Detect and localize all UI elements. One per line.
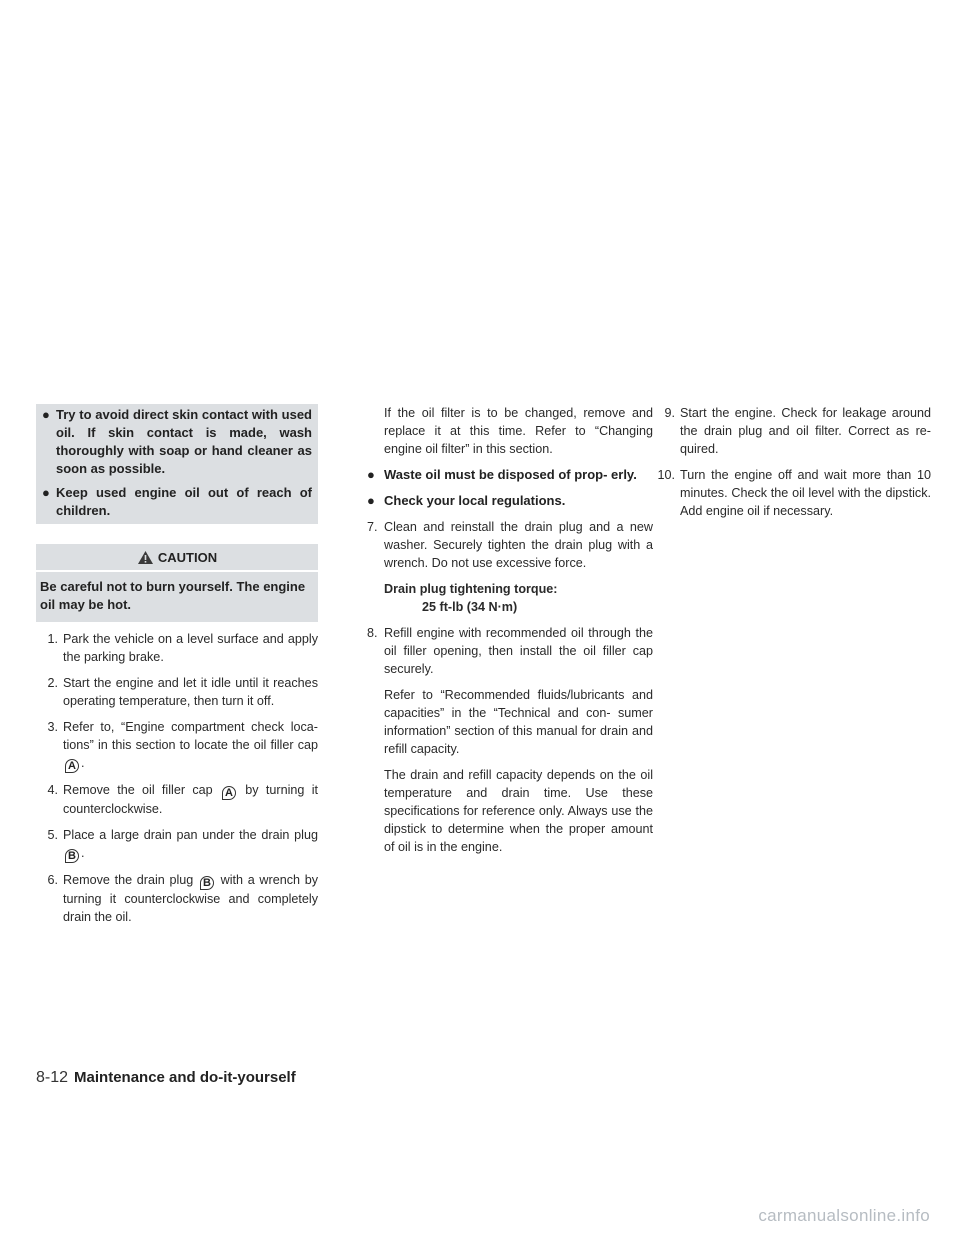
caution-text: Be careful not to burn yourself. The engine oil may be hot. <box>36 572 318 622</box>
callout-a-icon: A <box>222 786 236 800</box>
warning-triangle-icon <box>137 550 154 565</box>
step-item: 2. Start the engine and let it idle until it reaches operating temperature, then turn it off. <box>47 676 318 708</box>
capacity-reference-paragraph: Refer to “Recommended fluids/lubricants and capacities” in the “Technical and con- sumer information” section of this manual for drain and refill capacity. <box>384 688 653 756</box>
step-item: 6. Remove the drain plug B with a wrench by turning it counterclockwise and completely drain the oil. <box>47 873 319 924</box>
caution-header <box>36 544 318 570</box>
step-item: 10. Turn the engine off and wait more than 10 minutes. Check the oil level with the dipstick. Add engine oil if necessary. <box>657 468 931 518</box>
column-right <box>649 404 931 520</box>
step-item: 8. Refill engine with recommended oil through the oil filler opening, then install the oil filler cap securely. <box>367 626 653 676</box>
column-left <box>36 404 318 926</box>
column-middle <box>367 404 653 856</box>
torque-value: 25 ft-lb (34 N·m) <box>422 600 518 614</box>
step-item: 5. Place a large drain pan under the drain plug B . <box>47 828 318 862</box>
section-title: Maintenance and do-it-yourself <box>74 1069 296 1086</box>
caution-label: CAUTION <box>157 549 218 565</box>
page-footer <box>36 1068 296 1087</box>
callout-b-icon: B <box>200 876 214 890</box>
step-item: 1. Park the vehicle on a level surface and apply the parking brake. <box>47 632 318 664</box>
disposal-bullet: ● Waste oil must be disposed of prop- erly. <box>367 467 637 482</box>
torque-label: Drain plug tightening torque: <box>384 582 558 596</box>
capacity-note-paragraph: The drain and refill capacity depends on the oil temperature and drain time. Use these specifications for reference only. Always use the dipstick to determine when the proper amount of oil is in the engine. <box>384 768 653 854</box>
step-item: 9. Start the engine. Check for leakage around the drain plug and oil filter. Correct as re- quired. <box>664 406 931 456</box>
regulations-bullet: ● Check your local regulations. <box>367 493 566 508</box>
step-item: 4. Remove the oil filler cap A by turning it counterclockwise. <box>47 783 318 816</box>
watermark: carmanualsonline.info <box>758 1206 930 1225</box>
warning-bullet: ● Try to avoid direct skin contact with used oil. If skin contact is made, wash thoroughly with soap or hand cleaner as soon as possible. <box>42 407 312 476</box>
step-item: 7. Clean and reinstall the drain plug and a new washer. Securely tighten the drain plug with a wrench. Do not use excessive force. <box>367 520 653 570</box>
step-item: 3. Refer to, “Engine compartment check loca- tions” in this section to locate the oil filler cap A . <box>47 720 318 772</box>
callout-a-icon: A <box>65 759 79 773</box>
oil-filter-paragraph: If the oil filter is to be changed, remove and replace it at this time. Refer to “Changing engine oil filter” in this section. <box>384 406 653 456</box>
page-number: 8-12 <box>36 1069 69 1086</box>
callout-b-icon: B <box>65 849 79 863</box>
warning-box <box>36 404 318 524</box>
warning-bullet: ● Keep used engine oil out of reach of children. <box>42 485 312 518</box>
torque-spec <box>367 580 653 616</box>
